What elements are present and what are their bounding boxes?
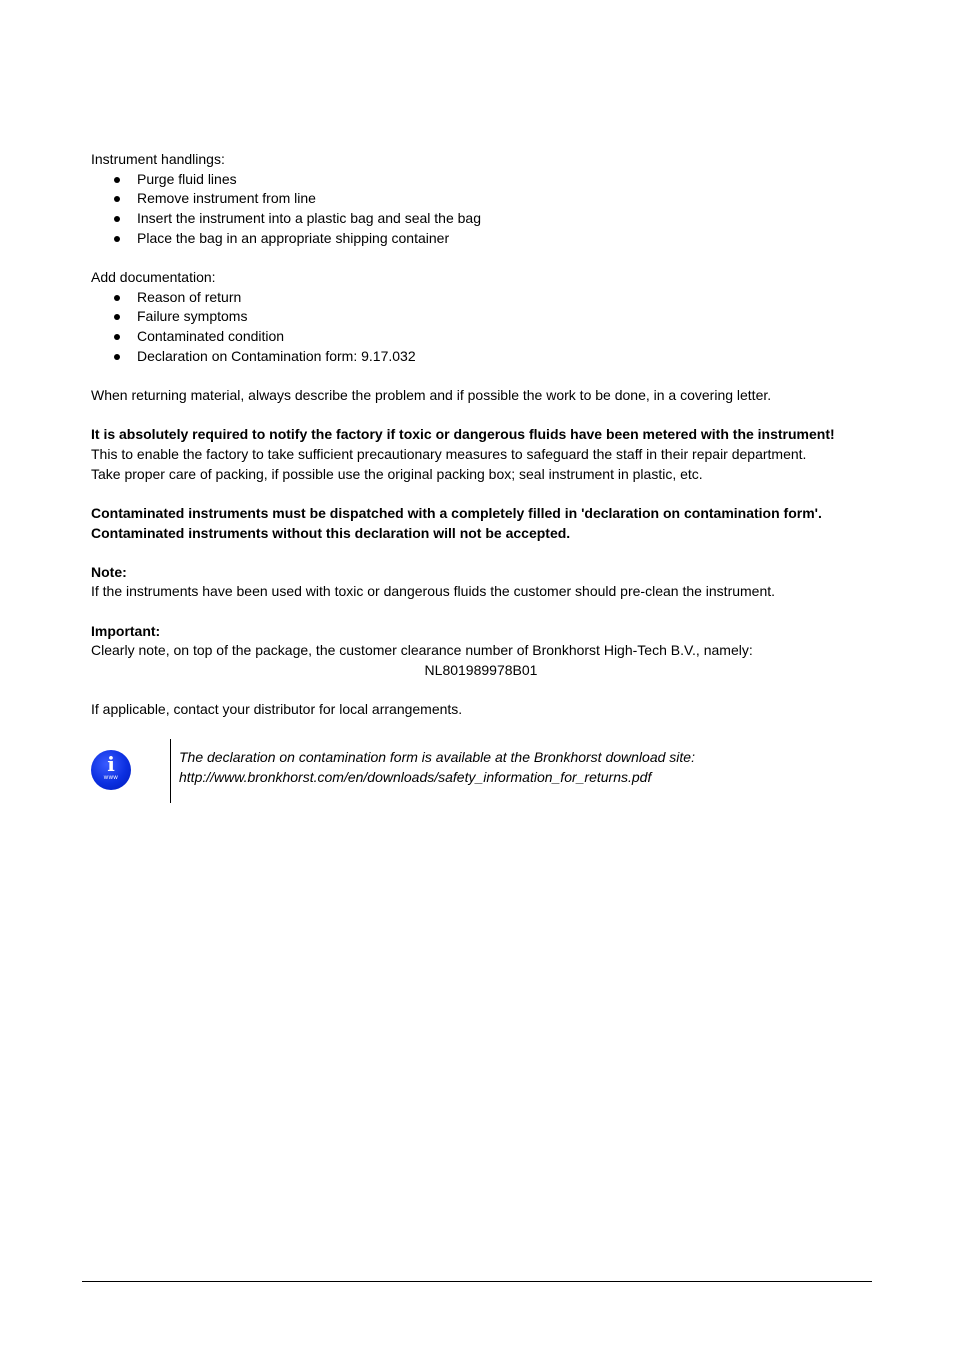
documentation-list — [91, 288, 871, 367]
list-item: Failure symptoms — [91, 307, 871, 327]
list-item: Remove instrument from line — [91, 189, 871, 209]
list-item: Insert the instrument into a plastic bag and seal the bag — [91, 209, 871, 229]
info-link[interactable]: http://www.bronkhorst.com/en/downloads/safety_information_for_returns.pdf — [179, 768, 652, 785]
list-item: Reason of return — [91, 288, 871, 308]
clearance-number: NL801989978B01 — [424, 662, 538, 679]
documentation-heading: Add documentation: — [91, 269, 216, 286]
applicable-paragraph: If applicable, contact your distributor for local arrangements. — [91, 701, 463, 718]
handlings-list — [91, 170, 871, 249]
note-label: Note: — [91, 563, 127, 580]
footer-divider — [82, 1281, 872, 1282]
info-line-1: The declaration on contamination form is available at the Bronkhorst download site: — [179, 749, 695, 765]
info-box — [91, 739, 871, 803]
important-label: Important: — [91, 622, 161, 639]
notify-warning: It is absolutely required to notify the factory if toxic or dangerous fluids have been metered with the instrument! — [91, 426, 835, 443]
info-www-icon — [91, 750, 131, 790]
note-text: If the instruments have been used with toxic or dangerous fluids the customer should pre-clean the instrument. — [91, 583, 776, 600]
list-item: Place the bag in an appropriate shipping container — [91, 229, 871, 249]
returning-paragraph: When returning material, always describe the problem and if possible the work to be done, in a covering letter. — [91, 387, 772, 404]
list-item: Declaration on Contamination form: 9.17.032 — [91, 347, 871, 367]
document-body — [91, 150, 871, 720]
notify-line-1: This to enable the factory to take sufficient precautionary measures to safeguard the staff in their repair department. — [91, 445, 807, 462]
important-text: Clearly note, on top of the package, the customer clearance number of Bronkhorst High-Tech B.V., namely: — [91, 642, 753, 659]
list-item: Contaminated condition — [91, 327, 871, 347]
contaminated-line-1: Contaminated instruments must be dispatched with a completely filled in 'declaration on contamination form'. — [91, 504, 822, 521]
info-divider — [170, 739, 171, 803]
info-icon-caption: www — [103, 775, 119, 781]
info-icon-letter: i — [107, 752, 115, 776]
contaminated-line-2: Contaminated instruments without this declaration will not be accepted. — [91, 524, 571, 541]
handlings-heading: Instrument handlings: — [91, 151, 225, 167]
notify-line-2: Take proper care of packing, if possible use the original packing box; seal instrument in plastic, etc. — [91, 465, 703, 482]
list-item: Purge fluid lines — [91, 170, 871, 190]
info-text — [179, 748, 695, 787]
